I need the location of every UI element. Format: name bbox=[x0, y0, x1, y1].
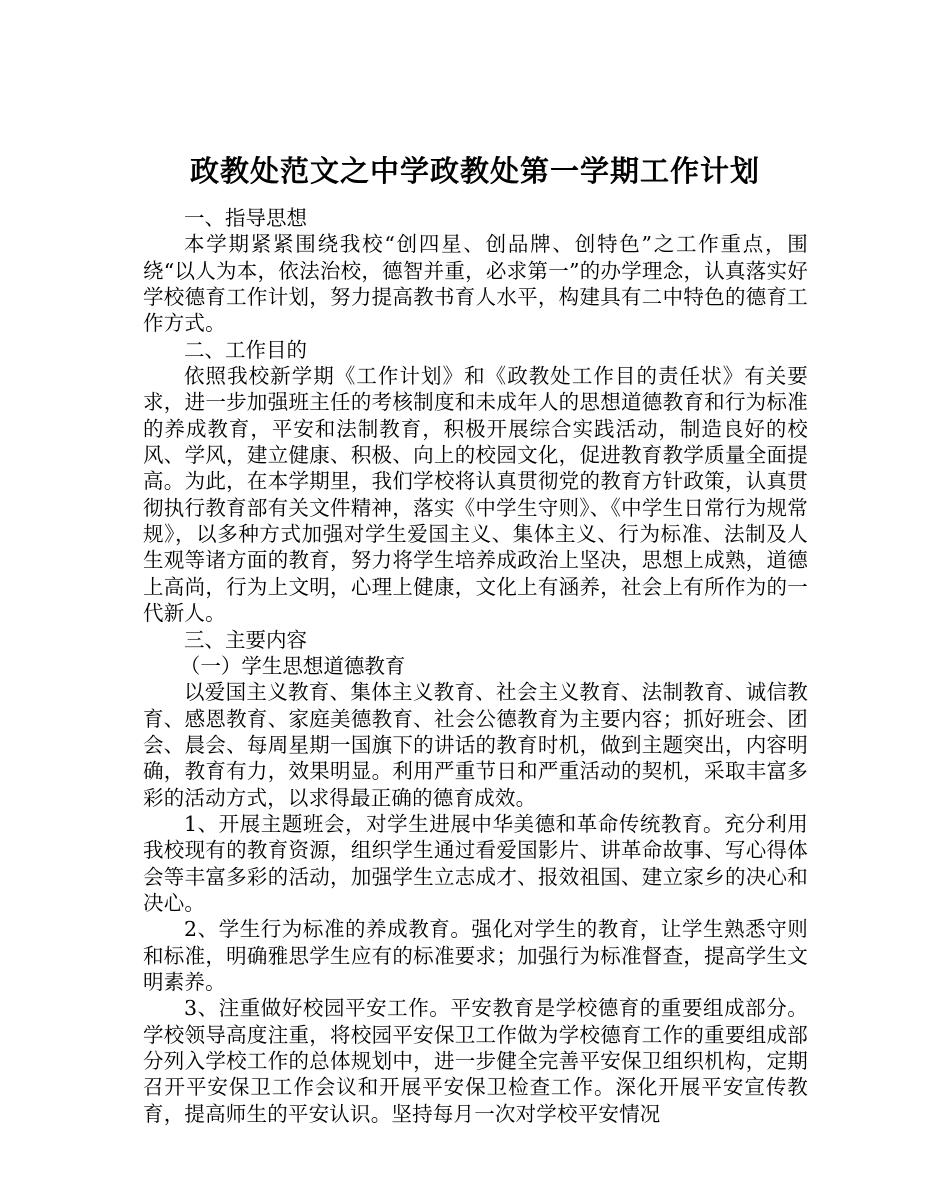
paragraph: 1、开展主题班会，对学生进展中华美德和革命传统教育。充分利用我校现有的教育资源，组织学生通过看爱国影片、讲革命故事、写心得体会等丰富多彩的活动，加强学生立志成才、报效祖国、建立家乡的决心和决心。 bbox=[143, 811, 808, 915]
section-heading: 三、主要内容 bbox=[184, 627, 307, 652]
section-heading: 一、指导思想 bbox=[184, 206, 307, 230]
paragraph: 2、学生行为标准的养成教育。强化对学生的教育，让学生熟悉守则和标准，明确雅思学生应有的标准要求；加强行为标准督查，提高学生文明素养。 bbox=[143, 917, 808, 994]
paragraph: 依照我校新学期《工作计划》和《政教处工作目的责任状》有关要求，进一步加强班主任的考核制度和未成年人的思想道德教育和行为标准的养成教育，平安和法制教育，积极开展综合实践活动，制造良好的校风、学风，建立健康、积极、向上的校园文化，促进教育教学质量全面提高。为此，在本学期里，我们学校将认真贯彻党的教育方针政策，认真贯彻执行教育部有关文件精神，落实《中学生守则》、《中学生日常行为规常规》，以多种方式加强对学生爱国主义、集体主义、行为标准、法制及人生观等诸方面的教育，努力将学生培养成政治上坚决，思想上成熟，道德上高尚，行为上文明，心理上健康，文化上有涵养，社会上有所作为的一代新人。 bbox=[143, 364, 808, 626]
section-heading: 二、工作目的 bbox=[184, 337, 307, 362]
document-title: 政教处范文之中学政教处第一学期工作计划 bbox=[189, 154, 760, 189]
paragraph: 3、注重做好校园平安工作。平安教育是学校德育的重要组成部分。学校领导高度注重，将校园平安保卫工作做为学校德育工作的重要组成部分列入学校工作的总体规划中，进一步健全完善平安保卫组织机构，定期召开平安保卫工作会议和开展平安保卫检查工作。深化开展平安宣传教育，提高师生的平安认识。坚持每月一次对学校平安情况 bbox=[143, 996, 808, 1126]
paragraph: 本学期紧紧围绕我校“创四星、创品牌、创特色”之工作重点，围绕“以人为本，依法治校，德智并重，必求第一”的办学理念，认真落实好学校德育工作计划，努力提高教书育人水平，构建具有二中特色的德育工作方式。 bbox=[143, 232, 808, 336]
paragraph: 以爱国主义教育、集体主义教育、社会主义教育、法制教育、诚信教育、感恩教育、家庭美德教育、社会公德教育为主要内容；抓好班会、团会、晨会、每周星期一国旗下的讲话的教育时机，做到主题突出，内容明确，教育有力，效果明显。利用严重节日和严重活动的契机，采取丰富多彩的活动方式，以求得最正确的德育成效。 bbox=[143, 680, 808, 810]
subsection-heading: （一）学生思想道德教育 bbox=[179, 653, 406, 678]
document-body bbox=[143, 205, 808, 1127]
